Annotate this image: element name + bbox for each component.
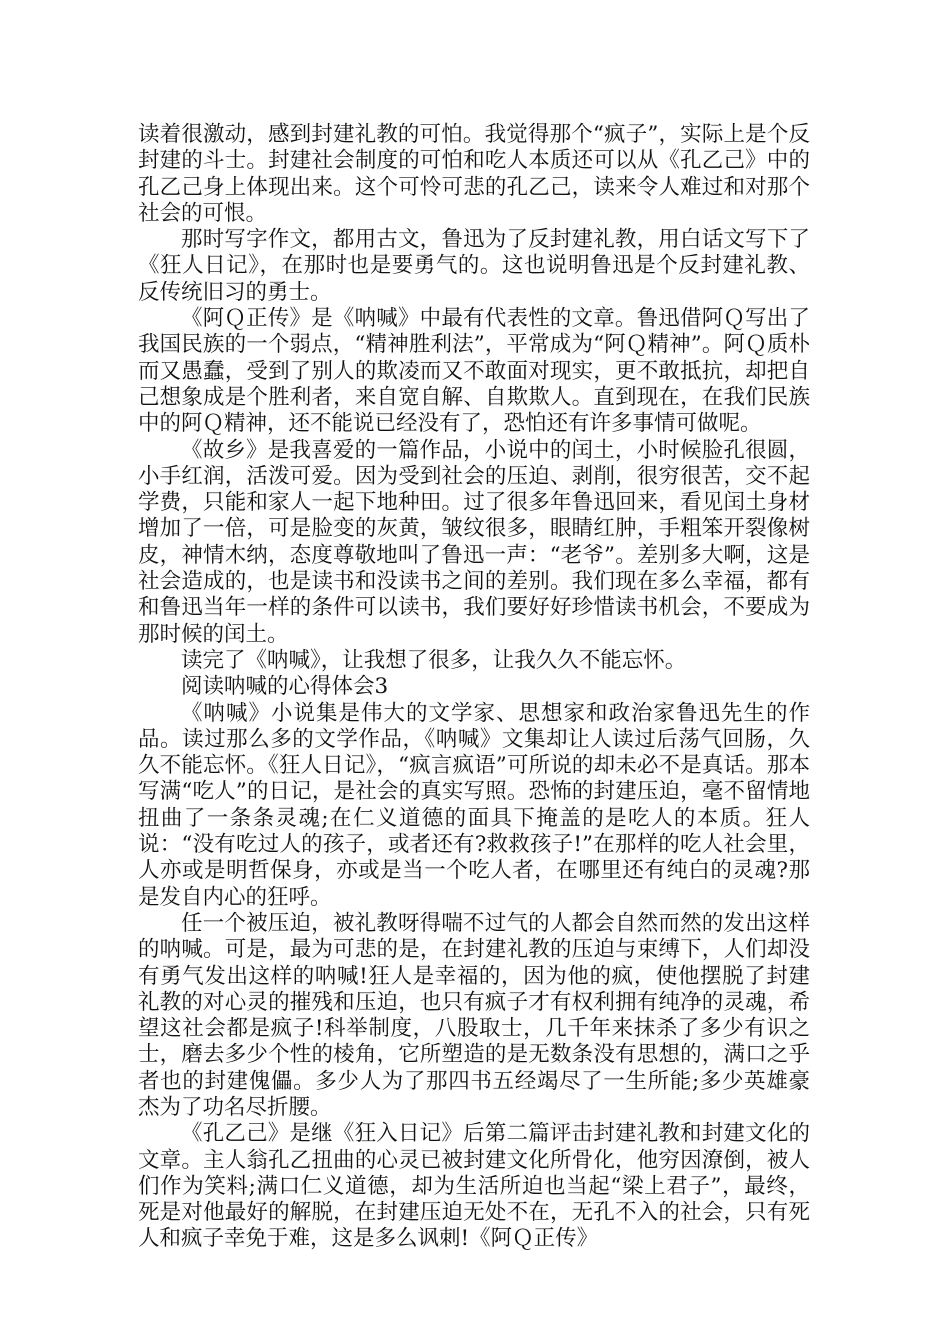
paragraph-2: 那时写字作文，都用古文，鲁迅为了反封建礼教，用白话文写下了《狂人日记》，在那时也是要勇气的。这也说明鲁迅是个反封建礼教、反传统旧习的勇士。 [138, 227, 810, 305]
paragraph-1: 读着很激动，感到封建礼教的可怕。我觉得那个“疯子”，实际上是个反封建的斗士。封建社会制度的可怕和吃人本质还可以从《孔乙己》中的孔乙己身上体现出来。这个可怜可悲的孔乙己，读来令人难过和对那个社会的可恨。 [138, 122, 810, 226]
section-heading: 阅读呐喊的心得体会3 [181, 674, 389, 700]
paragraph-8: 《孔乙己》是继《狂入日记》后第二篇评击封建礼教和封建文化的文章。主人翁孔乙扭曲的心灵已被封建文化所骨化，他穷因潦倒，被人们作为笑料;满口仁义道德，却为生活所迫也当起“梁上君子”，最终，死是对他最好的解脱，在封建压迫无处不在，无孔不入的社会，只有死人和疯子幸免于难，这是多么讽刺!《阿Ｑ正传》 [138, 1121, 810, 1252]
paragraph-7: 任一个被压迫，被礼教呀得喘不过气的人都会自然而然的发出这样的呐喊。可是，最为可悲的是，在封建礼教的压迫与束缚下，人们却没有勇气发出这样的呐喊!狂人是幸福的，因为他的疯，使他摆脱了封建礼教的对心灵的摧残和压迫，也只有疯子才有权利拥有纯净的灵魂，希望这社会都是疯子!科举制度，八股取士，几千年来抹杀了多少有识之士，磨去多少个性的棱角，它所塑造的是无数条没有思想的，满口之乎者也的封建傀儡。多少人为了那四书五经竭尽了一生所能;多少英雄豪杰为了功名尽折腰。 [138, 910, 810, 1120]
paragraph-4: 《故乡》是我喜爱的一篇作品，小说中的闰土，小时候脸孔很圆，小手红润，活泼可爱。因为受到社会的压迫、剥削，很穷很苦，交不起学费，只能和家人一起下地种田。过了很多年鲁迅回来，看见闰土身材增加了一倍，可是脸变的灰黄，皱纹很多，眼睛红肿，手粗笨开裂像树皮，神情木纳，态度尊敬地叫了鲁迅一声：“老爷”。差别多大啊，这是社会造成的，也是读书和没读书之间的差别。我们现在多么幸福，都有和鲁迅当年一样的条件可以读书，我们要好好珍惜读书机会，不要成为那时候的闰土。 [138, 437, 810, 647]
paragraph-3: 《阿Ｑ正传》是《呐喊》中最有代表性的文章。鲁迅借阿Ｑ写出了我国民族的一个弱点，“精神胜利法”，平常成为“阿Ｑ精神”。阿Ｑ质朴而又愚蠢，受到了别人的欺凌而又不敢面对现实，更不敢抵抗，却把自己想象成是个胜利者，来自宽自解、自欺欺人。直到现在，在我们民族中的阿Ｑ精神，还不能说已经没有了，恐怕还有许多事情可做呢。 [138, 306, 810, 437]
paragraph-5: 读完了《呐喊》，让我想了很多，让我久久不能忘怀。 [181, 647, 687, 673]
paragraph-6: 《呐喊》小说集是伟大的文学家、思想家和政治家鲁迅先生的作品。读过那么多的文学作品，《呐喊》文集却让人读过后荡气回肠，久久不能忘怀。《狂人日记》，“疯言疯语”可所说的却未必不是真话。那本写满“吃人”的日记，是社会的真实写照。恐怖的封建压迫，毫不留情地扭曲了一条条灵魂;在仁义道德的面具下掩盖的是吃人的本质。狂人说：“没有吃过人的孩子，或者还有?救救孩子!”在那样的吃人社会里，人亦或是明哲保身，亦或是当一个吃人者，在哪里还有纯白的灵魂?那是发自内心的狂呼。 [138, 700, 810, 910]
document-body [138, 122, 810, 1253]
